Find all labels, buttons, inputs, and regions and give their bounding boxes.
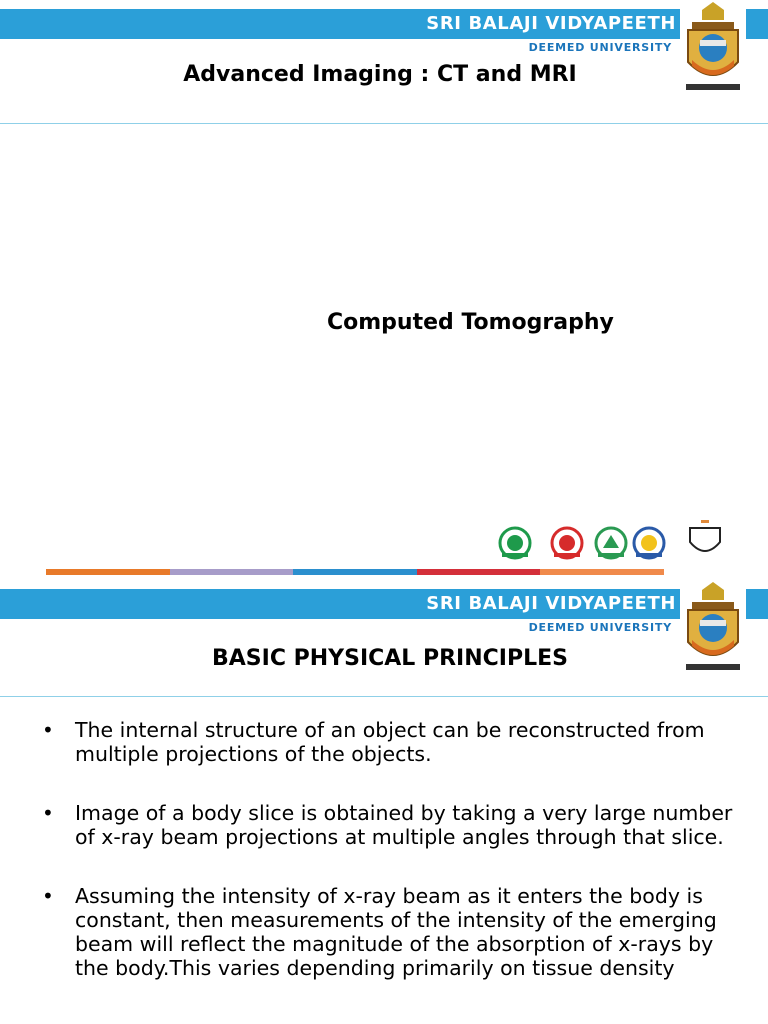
emblem-blue-yellow-icon	[632, 526, 666, 560]
divider	[0, 696, 768, 697]
list-item	[42, 801, 742, 849]
slide-title: Advanced Imaging : CT and MRI	[183, 62, 577, 87]
color-stripe	[46, 569, 664, 575]
divider	[0, 123, 768, 124]
bullet-list	[42, 718, 742, 1015]
bullet-text: Image of a body slice is obtained by taking a very large number of x-ray beam projections at multiple angles through that slice.	[75, 801, 733, 849]
section-heading: Computed Tomography	[327, 310, 614, 335]
bullet-icon: •	[42, 884, 54, 908]
list-item	[42, 718, 742, 766]
affiliate-badges	[498, 526, 738, 566]
bullet-icon: •	[42, 718, 54, 742]
emblem-green-icon	[498, 526, 532, 560]
emblem-green-building-icon	[594, 526, 628, 560]
brand-name: SRI BALAJI VIDYAPEETH	[426, 13, 676, 34]
emblem-red-icon	[550, 526, 584, 560]
brand-subtitle: DEEMED UNIVERSITY	[528, 621, 672, 634]
bullet-icon: •	[42, 801, 54, 825]
brand-subtitle: DEEMED UNIVERSITY	[528, 41, 672, 54]
slide-2	[0, 580, 768, 1024]
brand-name: SRI BALAJI VIDYAPEETH	[426, 593, 676, 614]
bullet-text: Assuming the intensity of x-ray beam as it enters the body is constant, then measurements of the intensity of the emerging beam will reflect the magnitude of the absorption of x-rays by the body.This varies depending primarily on tissue density	[75, 884, 717, 980]
bullet-text: The internal structure of an object can be reconstructed from multiple projections of the objects.	[75, 718, 705, 766]
shield-outline-icon	[686, 520, 724, 560]
list-item	[42, 884, 742, 980]
slide-title: BASIC PHYSICAL PRINCIPLES	[212, 646, 568, 671]
